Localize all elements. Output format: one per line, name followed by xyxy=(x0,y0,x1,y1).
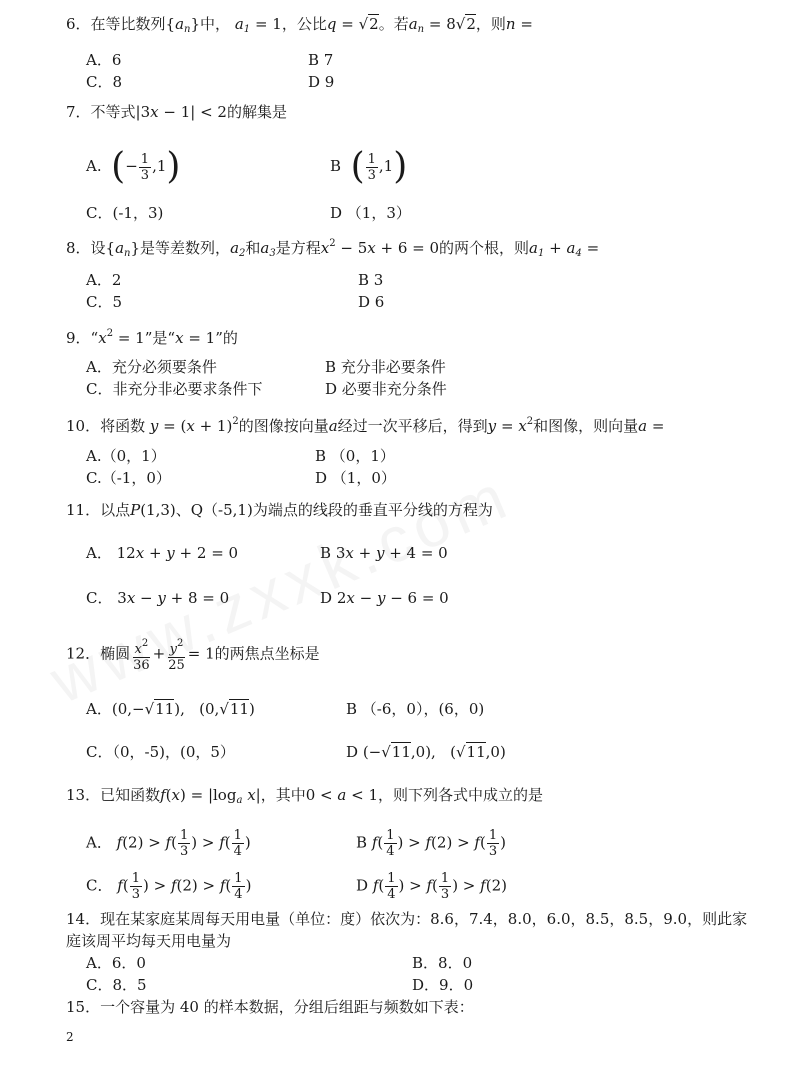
q8-option-c[interactable]: C．5 xyxy=(86,293,123,311)
q13-option-d[interactable]: D f( $\frac{1}{4}$ ) > f( $\frac{1}{3}$ ) > f(2) xyxy=(356,871,507,902)
q9-option-a[interactable]: A．充分必须要条件 xyxy=(86,358,217,376)
q7-option-c[interactable]: C．(-1，3) xyxy=(86,204,164,222)
q13-option-a[interactable]: A． f(2) > f( $\frac{1}{3}$ ) > f( $\frac{1}{4}$ ) xyxy=(86,828,251,859)
q13-option-b[interactable]: B f( $\frac{1}{4}$ ) > f(2) > f( $\frac{1}{3}$ ) xyxy=(356,828,506,859)
q6-option-b[interactable]: B 7 xyxy=(308,51,334,69)
q8-option-d[interactable]: D 6 xyxy=(358,293,385,311)
q9-option-b[interactable]: B 充分非必要条件 xyxy=(325,358,446,376)
q6-option-a[interactable]: A．6 xyxy=(86,51,122,69)
q10-option-b[interactable]: B （0，1） xyxy=(315,447,395,465)
q11-option-a[interactable]: A． 12x + y + 2 = 0 xyxy=(86,544,239,562)
q11-option-c[interactable]: C． 3x − y + 8 = 0 xyxy=(86,589,230,607)
q10-option-c[interactable]: C.（-1，0） xyxy=(86,469,171,487)
question-12: 12．椭圆 $\frac{x^2}{36}$ + $\frac{y^2}{25}$ = 1的两焦点坐标是 xyxy=(66,638,320,673)
q12-option-b[interactable]: B （-6，0），(6，0) xyxy=(346,700,485,718)
q14-option-c[interactable]: C．8．5 xyxy=(86,976,147,994)
q12-option-d[interactable]: D (−√11,0), (√11,0) xyxy=(346,743,506,761)
question-9: 9．“$x^2 = 1$”是“x = 1”的 xyxy=(66,328,238,347)
question-7: 7．不等式|3x − 1| < 2的解集是 xyxy=(66,103,287,121)
q14-option-d[interactable]: D．9．0 xyxy=(412,976,474,994)
q9-option-d[interactable]: D 必要非充分条件 xyxy=(325,380,447,398)
question-11: 11．以点P(1,3)、Q（-5,1)为端点的线段的垂直平分线的方程为 xyxy=(66,501,493,519)
q10-option-d[interactable]: D （1，0） xyxy=(315,469,396,487)
question-13: 13．已知函数$f(x) = |\log_a$ x|，其中0 < a < 1，则下列各式中成立的是 xyxy=(66,786,544,806)
page-number: 2 xyxy=(66,1030,74,1044)
q14-option-a[interactable]: A．6．0 xyxy=(86,954,146,972)
question-8: 8．设$\{a_n\}$是等差数列，$a_2$和$a_3$是方程$x^2 - 5x + 6 = 0$的两个根，则$a_1 + a_4$ = xyxy=(66,238,600,259)
q7-option-a[interactable]: A. (− $\frac{1}{3}$ ,1) xyxy=(86,146,181,187)
q12-option-a[interactable]: A．(0,−√11), (0,√11) xyxy=(86,700,255,718)
q9-option-c[interactable]: C．非充分非必要求条件下 xyxy=(86,380,263,398)
question-14: 14．现在某家庭某周每天用电量（单位：度）依次为：8.6，7.4，8.0，6.0，8.5，8.5，9.0，则此家庭该周平均每天用电量为 xyxy=(66,910,748,950)
q12-option-c[interactable]: C．（0，-5)，(0，5） xyxy=(86,743,235,761)
q14-option-b[interactable]: B．8．0 xyxy=(412,954,473,972)
question-15: 15．一个容量为 40 的样本数据，分组后组距与频数如下表： xyxy=(66,998,474,1016)
q8-option-a[interactable]: A．2 xyxy=(86,271,122,289)
q6-option-d[interactable]: D 9 xyxy=(308,73,335,91)
q11-option-b[interactable]: B 3x + y + 4 = 0 xyxy=(320,544,448,562)
q8-option-b[interactable]: B 3 xyxy=(358,271,384,289)
question-6: 6．在等比数列$\{a_n\}$中， $a_1 = 1$，公比q = √2。若$a_n = 8√2$，则n = xyxy=(66,15,533,35)
q10-option-a[interactable]: A.（0，1） xyxy=(86,447,166,465)
question-10: 10．将函数 $y = (x + 1)^2$的图像按向量a经过一次平移后，得到$y = x^2$和图像，则向量a = xyxy=(66,416,665,435)
q6-option-c[interactable]: C．8 xyxy=(86,73,123,91)
q11-option-d[interactable]: D 2x − y − 6 = 0 xyxy=(320,589,449,607)
q7-option-b[interactable]: B ( $\frac{1}{3}$ ,1) xyxy=(330,146,408,187)
q13-option-c[interactable]: C． f( $\frac{1}{3}$ ) > f(2) > f( $\frac{1}{4}$ ) xyxy=(86,871,252,902)
q7-option-d[interactable]: D （1，3） xyxy=(330,204,411,222)
